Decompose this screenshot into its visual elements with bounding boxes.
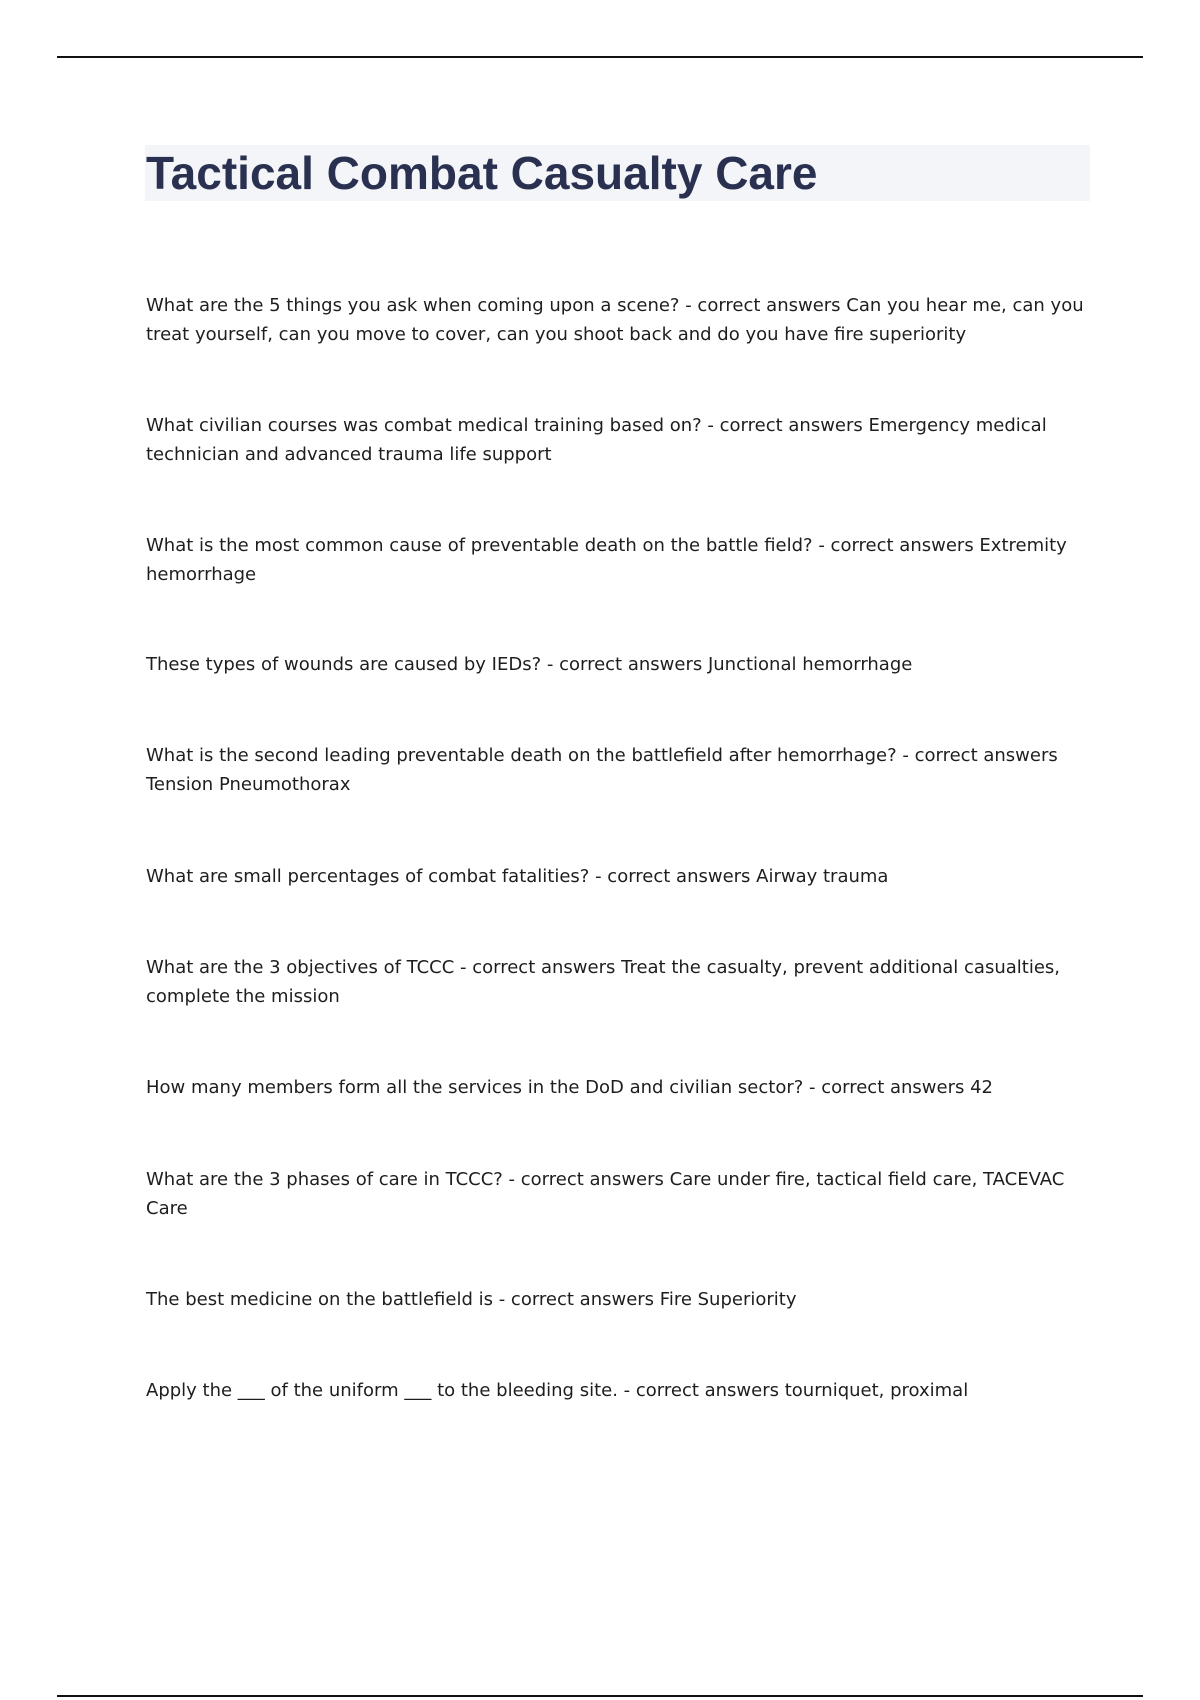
qa-item-8: How many members form all the services in the DoD and civilian sector? - correct answers 42 — [146, 1077, 993, 1098]
qa-item-10: The best medicine on the battlefield is - correct answers Fire Superiority — [146, 1289, 797, 1310]
qa-item-2: What civilian courses was combat medical training based on? - correct answers Emergency medical technician and advanced trauma life support — [146, 415, 1047, 465]
qa-item-4: These types of wounds are caused by IEDs? - correct answers Junctional hemorrhage — [146, 654, 913, 675]
qa-item-5: What is the second leading preventable death on the battlefield after hemorrhage? - correct answers Tension Pneumothorax — [146, 745, 1058, 795]
qa-item-9: What are the 3 phases of care in TCCC? - correct answers Care under fire, tactical field care, TACEVAC Care — [146, 1169, 1065, 1219]
bottom-divider — [57, 1695, 1143, 1697]
qa-item-3: What is the most common cause of preventable death on the battle field? - correct answers Extremity hemorrhage — [146, 535, 1067, 585]
top-divider — [57, 56, 1143, 58]
qa-item-11: Apply the ___ of the uniform ___ to the bleeding site. - correct answers tourniquet, proximal — [146, 1380, 969, 1401]
qa-item-1: What are the 5 things you ask when coming upon a scene? - correct answers Can you hear me, can you treat yourself, can you move to cover, can you shoot back and do you have fire superiority — [146, 295, 1084, 345]
qa-item-7: What are the 3 objectives of TCCC - correct answers Treat the casualty, prevent additional casualties, complete the mission — [146, 957, 1061, 1007]
qa-item-6: What are small percentages of combat fatalities? - correct answers Airway trauma — [146, 866, 889, 887]
page-title: Tactical Combat Casualty Care — [146, 147, 818, 199]
